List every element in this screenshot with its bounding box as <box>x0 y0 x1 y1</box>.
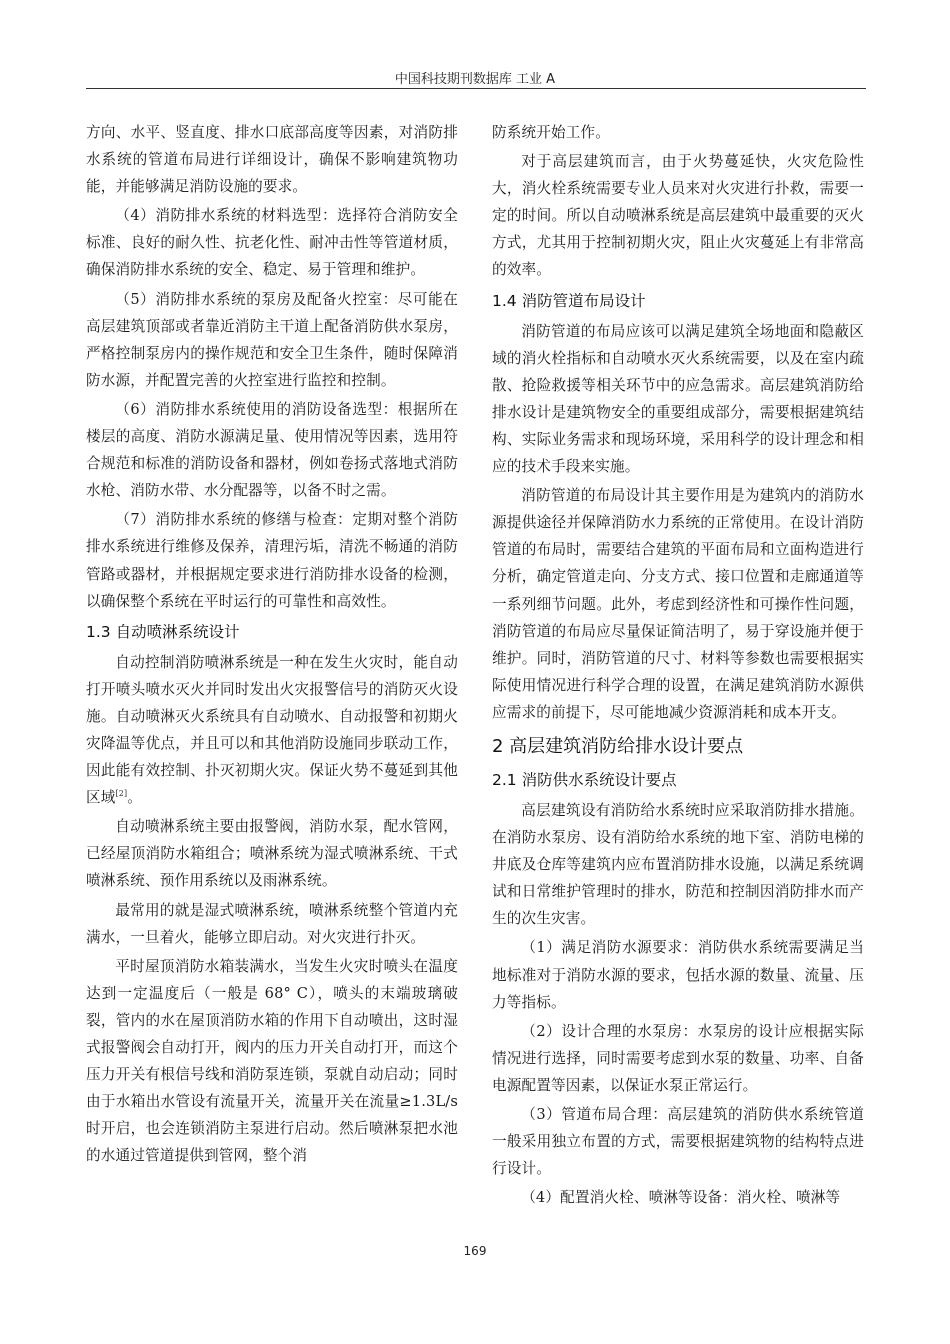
citation-ref: [2] <box>115 789 128 799</box>
paragraph-sprinkler-intro <box>86 649 458 812</box>
paragraph-item-7: （7）消防排水系统的修缮与检查：定期对整个消防排水系统进行维修及保养，清理污垢，清洗不畅通的消防管路或器材，并根据规定要求进行消防排水设备的检测，以确保整个系统在平时运行的可靠性和高效性。 <box>86 511 458 610</box>
sprinkler-intro-end: 。 <box>127 789 143 807</box>
paragraph-item-6: （6）消防排水系统使用的消防设备选型：根据所在楼层的高度、消防水源满足量、使用情况等因素，选用符合规范和标准的消防设备和器材，例如卷扬式落地式消防水枪、消防水带、水分配器等，以备不时之需。 <box>86 400 458 500</box>
paragraph-wet-system: 最常用的就是湿式喷淋系统，喷淋系统整个管道内充满水，一旦着火，能够立即启动。对火灾进行扑灭。 <box>86 901 458 946</box>
paragraph-highrise-sprinkler: 对于高层建筑而言，由于火势蔓延快，火灾危险性大，消火栓系统需要专业人员来对火灾进行扑救，需要一定的时间。所以自动喷淋系统是高层建筑中最重要的灭火方式，尤其用于控制初期火灾，阻止火灾蔓延上有非常高的效率。 <box>492 153 864 279</box>
paragraph-point-1: （1）满足消防水源要求：消防供水系统需要满足当地标准对于消防水源的要求，包括水源的数量、流量、压力等指标。 <box>492 939 864 1011</box>
paragraph-pipe-layout-1: 消防管道的布局应该可以满足建筑全场地面和隐蔽区域的消火栓指标和自动喷水灭火系统需要，以及在室内疏散、抢险救援等相关环节中的应急需求。高层建筑消防给排水设计是建筑物安全的重要组成部分，需要根据建筑结构、实际业务需求和现场环境，采用科学的设计理念和相应的技术手段来实施。 <box>492 322 864 476</box>
paragraph-point-3: （3）管道布局合理：高层建筑的消防供水系统管道一般采用独立布置的方式，需要根据建筑物的结构特点进行设计。 <box>492 1106 864 1178</box>
sprinkler-intro-text: 自动控制消防喷淋系统是一种在发生火灾时，能自动打开喷头喷水灭火并同时发出火灾报警信号的消防灭火设施。自动喷淋灭火系统具有自动喷水、自动报警和初期火灾降温等优点，并且可以和其他消防设施同步联动工作，因此能有效控制、扑灭初期火灾。保证火势不蔓延到其他区域 <box>86 653 458 807</box>
section-heading-2-1: 2.1 消防供水系统设计要点 <box>492 770 677 789</box>
right-column <box>492 119 864 1213</box>
section-heading-2: 2 高层建筑消防给排水设计要点 <box>492 735 744 757</box>
paragraph-item-4: （4）消防排水系统的材料选型：选择符合消防安全标准、良好的耐久性、抗老化性、耐冲击性等管道材质，确保消防排水系统的安全、稳定、易于管理和维护。 <box>86 207 458 279</box>
section-heading-1-4: 1.4 消防管道布局设计 <box>492 291 646 310</box>
paragraph-pipe-layout-2: 消防管道的布局设计其主要作用是为建筑内的消防水源提供途径并保障消防水力系统的正常使用。在设计消防管道的布局时，需要结合建筑的平面布局和立面构造进行分析，确定管道走向、分支方式、接口位置和走廊通道等一系列细节问题。此外，考虑到经济性和可操作性问题，消防管道的布局应尽量保证简洁明了，易于穿设施并便于维护。同时，消防管道的尺寸、材料等参数也需要根据实际使用情况进行科学合理的设置，在满足建筑消防水源供应需求的前提下，尽可能地减少资源消耗和成本开支。 <box>492 487 864 721</box>
paragraph-item-5: （5）消防排水系统的泵房及配备火控室：尽可能在高层建筑顶部或者靠近消防主干道上配备消防供水泵房，严格控制泵房内的操作规范和安全卫生条件，随时保障消防水源，并配置完善的火控室进行监控和控制。 <box>86 290 458 389</box>
paragraph-sprinkler-operation: 平时屋顶消防水箱装满水，当发生火灾时喷头在温度达到一定温度后（一般是 68° C），喷头的末端玻璃破裂，管内的水在屋顶消防水箱的作用下自动喷出，这时湿式报警阀会自动打开，阀内的压力开关自动打开，而这个压力开关有根信号线和消防泵连锁，泵就自动启动；同时由于水箱出水管设有流量开关，流量开关在流量≥1.3L/s 时开启，也会连锁消防主泵进行启动。然后喷淋泵把水池的水通过管道提供到管网，整个消 <box>86 957 458 1165</box>
paragraph-water-supply-intro: 高层建筑设有消防给水系统时应采取消防排水措施。在消防水泵房、设有消防给水系统的地下室、消防电梯的井底及仓库等建筑内应布置消防排水设施，以满足系统调试和日常维护管理时的排水，防范和控制因消防排水而产生的次生灾害。 <box>492 801 864 928</box>
paragraph-continued: 方向、水平、竖直度、排水口底部高度等因素，对消防排水系统的管道布局进行详细设计，确保不影响建筑物功能，并能够满足消防设施的要求。 <box>86 124 458 196</box>
page-number: 169 <box>463 1244 487 1258</box>
section-heading-1-3: 1.3 自动喷淋系统设计 <box>86 622 240 641</box>
paragraph-point-4: （4）配置消火栓、喷淋等设备：消火栓、喷淋等 <box>521 1189 841 1207</box>
header-divider <box>86 88 866 89</box>
paragraph-sprinkler-components: 自动喷淋系统主要由报警阀，消防水泵，配水管网，已经屋顶消防水箱组合；喷淋系统为湿式喷淋系统、干式喷淋系统、预作用系统以及雨淋系统。 <box>86 818 458 890</box>
paragraph-continued-right: 防系统开始工作。 <box>492 124 610 141</box>
left-column <box>86 119 458 1171</box>
journal-header: 中国科技期刊数据库 工业 A <box>394 72 556 87</box>
paragraph-point-2: （2）设计合理的水泵房：水泵房的设计应根据实际情况进行选择，同时需要考虑到水泵的数量、功率、自备电源配置等因素，以保证水泵正常运行。 <box>492 1022 864 1094</box>
